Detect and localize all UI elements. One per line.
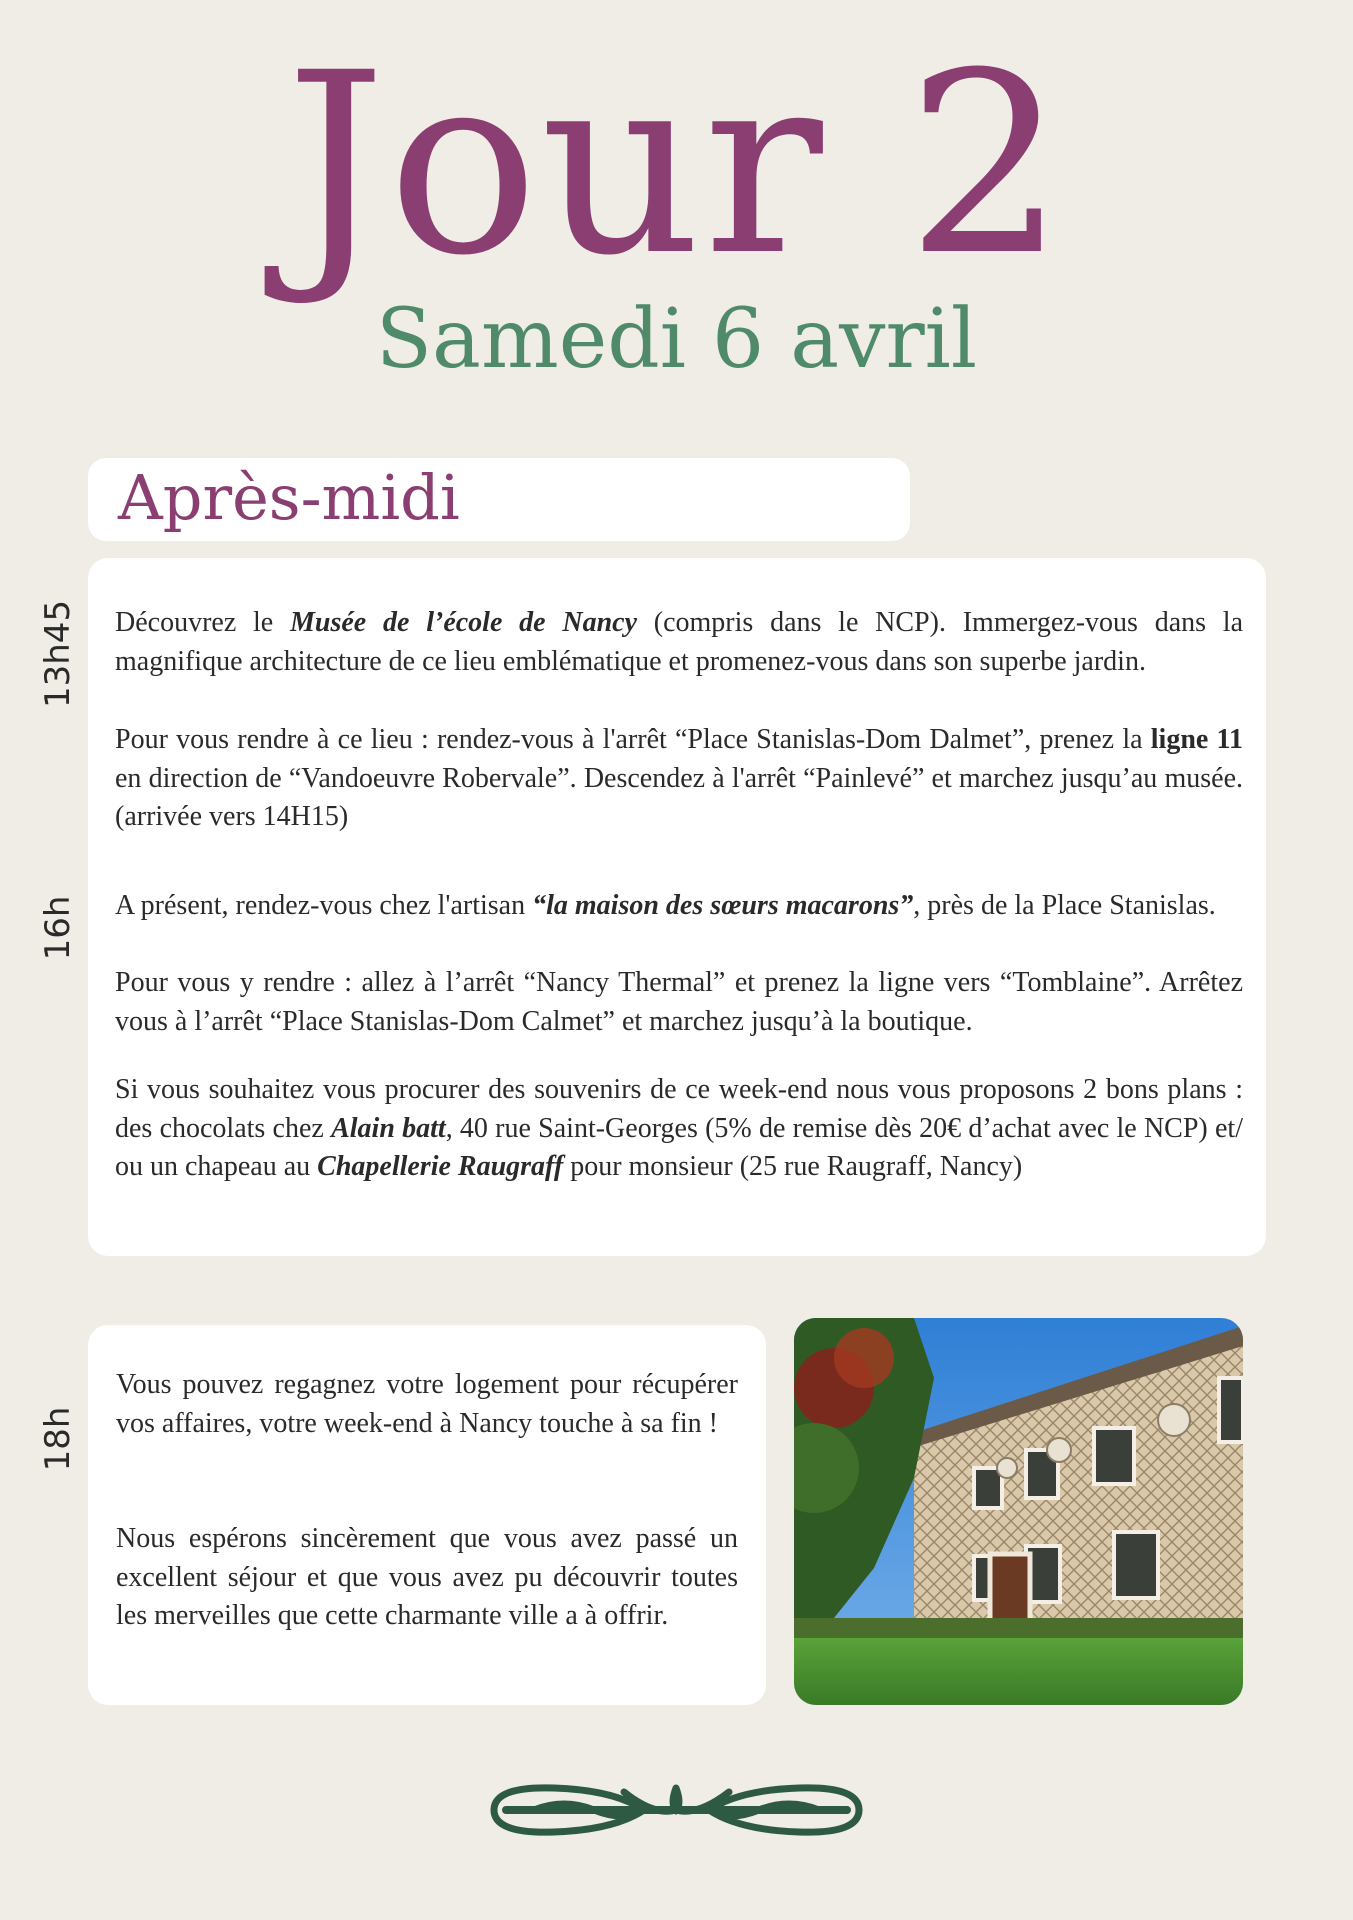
closing-message: Nous espérons sincèrement que vous avez passé un excellent séjour et que vous avez pu découvrir toutes les merveilles que cette charmante ville a à offrir. bbox=[116, 1523, 738, 1631]
text: en direction de “Vandoeuvre Robervale”. Descendez à l'arrêt “Painlevé” et marchez jusqu’au musée. (arrivée vers 14H15) bbox=[115, 762, 1243, 832]
ornament-divider-icon bbox=[474, 1780, 879, 1840]
time-label-18h: 18h bbox=[38, 1406, 78, 1472]
text: Si vous souhaitez vous procurer des souvenirs de ce week-end nous vous proposons 2 bons plans : des chocolats chez bbox=[115, 1074, 1243, 1144]
text: Pour vous rendre à ce lieu : rendez-vous à l'arrêt “Place Stanislas-Dom Dalmet”, prenez la bbox=[115, 724, 1151, 755]
text: A présent, rendez-vous chez l'artisan bbox=[115, 890, 533, 921]
time-label-16h: 16h bbox=[38, 895, 78, 961]
chocolatier-name: Alain batt bbox=[331, 1112, 446, 1144]
text: pour monsieur (25 rue Raugraff, Nancy) bbox=[563, 1151, 1023, 1182]
bus-line: ligne 11 bbox=[1150, 724, 1244, 755]
activity-1345-directions bbox=[115, 721, 1243, 837]
hatter-name: Chapellerie Raugraff bbox=[317, 1151, 564, 1182]
text: (compris dans le NCP). Immergez-vous dans la magnifique architecture de ce lieu emblématique et promenez-vous dans son superbe jardin. bbox=[115, 607, 1244, 677]
museum-name: Musée de l’école de Nancy bbox=[290, 607, 637, 638]
page-subtitle: Samedi 6 avril bbox=[375, 292, 978, 387]
activity-18h-text: Vous pouvez regagnez votre logement pour récupérer vos affaires, votre week-end à Nancy touche à sa fin ! bbox=[116, 1369, 738, 1439]
activity-16h-souvenirs bbox=[115, 1071, 1243, 1187]
activity-16h-intro bbox=[115, 887, 1243, 926]
text: , 40 rue Saint-Georges (5% de remise dès 20€ d’achat avec le NCP) et/ ou un chapeau au bbox=[115, 1112, 1243, 1182]
page-title: Jour 2 bbox=[285, 19, 1068, 310]
text: , près de la Place Stanislas. bbox=[913, 890, 1216, 921]
activity-16h-directions: Pour vous y rendre : allez à l’arrêt “Nancy Thermal” et prenez la ligne vers “Tomblaine”. Arrêtez vous à l’arrêt “Place Stanislas-Dom Calmet” et marchez jusqu’à la boutique. bbox=[115, 967, 1243, 1037]
shop-name: “la maison des sœurs macarons” bbox=[532, 890, 914, 921]
text: Découvrez le bbox=[115, 607, 291, 638]
activity-1345-intro bbox=[115, 604, 1243, 681]
section-heading: Après-midi bbox=[88, 458, 910, 541]
museum-photo bbox=[794, 1318, 1243, 1705]
time-label-1345: 13h45 bbox=[38, 599, 78, 708]
